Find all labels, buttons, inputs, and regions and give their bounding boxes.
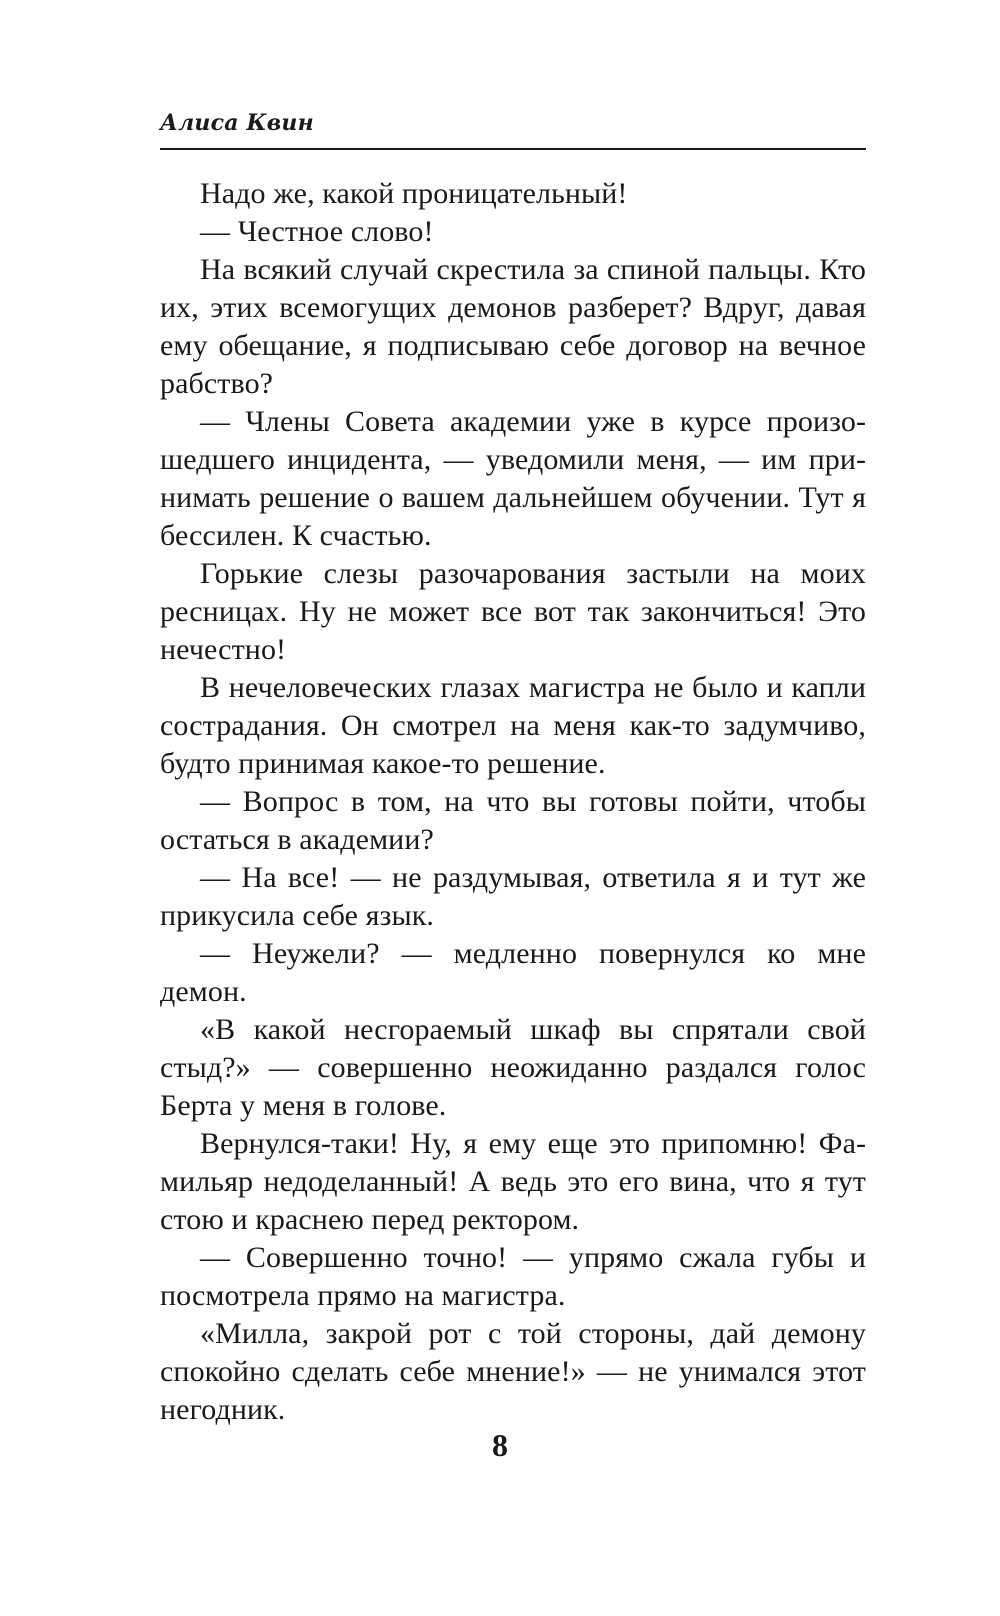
- paragraph: «В какой несгораемый шкаф вы спрятали свой стыд?» — совершенно неожиданно раздался голос Берта у меня в голове.: [160, 1013, 866, 1122]
- paragraph: — Вопрос в том, на что вы готовы пойти, чтобы остаться в академии?: [160, 785, 866, 856]
- paragraph: Надо же, какой проницательный!: [200, 177, 628, 210]
- body-text: [160, 175, 866, 1429]
- paragraph: Вернулся-таки! Ну, я ему еще это припомню! Фамильяр недоделанный! А ведь это его вина, что я тут стою и краснею перед ректором.: [160, 1127, 866, 1236]
- paragraph: — Члены Совета академии уже в курсе произошедшего инцидента, — уведомили меня, — им принимать решение о вашем дальнейшем обучении. Тут я бессилен. К счастью.: [160, 405, 866, 552]
- paragraph: Горькие слезы разочарования застыли на моих ресницах. Ну не может все вот так закончиться! Это нечестно!: [160, 557, 866, 666]
- header-rule: [160, 148, 866, 150]
- paragraph: — Неужели? — медленно повернулся ко мне демон.: [160, 937, 866, 1008]
- paragraph: — Совершенно точно! — упрямо сжала губы и посмотрела прямо на магистра.: [160, 1241, 866, 1312]
- paragraph: В нечеловеческих глазах магистра не было и капли сострадания. Он смотрел на меня как-то задумчиво, будто принимая какое-то решение.: [160, 671, 866, 780]
- paragraph: — Честное слово!: [200, 215, 434, 248]
- paragraph: — На все! — не раздумывая, ответила я и тут же прикусила себе язык.: [160, 861, 866, 932]
- page-number: 8: [492, 1427, 508, 1463]
- running-head-author: Алиса Квин: [160, 110, 314, 136]
- paragraph: «Милла, закрой рот с той стороны, дай демону спокойно сделать себе мнение!» — не унимался этот негодник.: [160, 1317, 866, 1426]
- paragraph: На всякий случай скрестила за спиной пальцы. Кто их, этих всемогущих демонов разберет? Вдруг, давая ему обещание, я подписываю себе договор на вечное рабство?: [160, 253, 866, 400]
